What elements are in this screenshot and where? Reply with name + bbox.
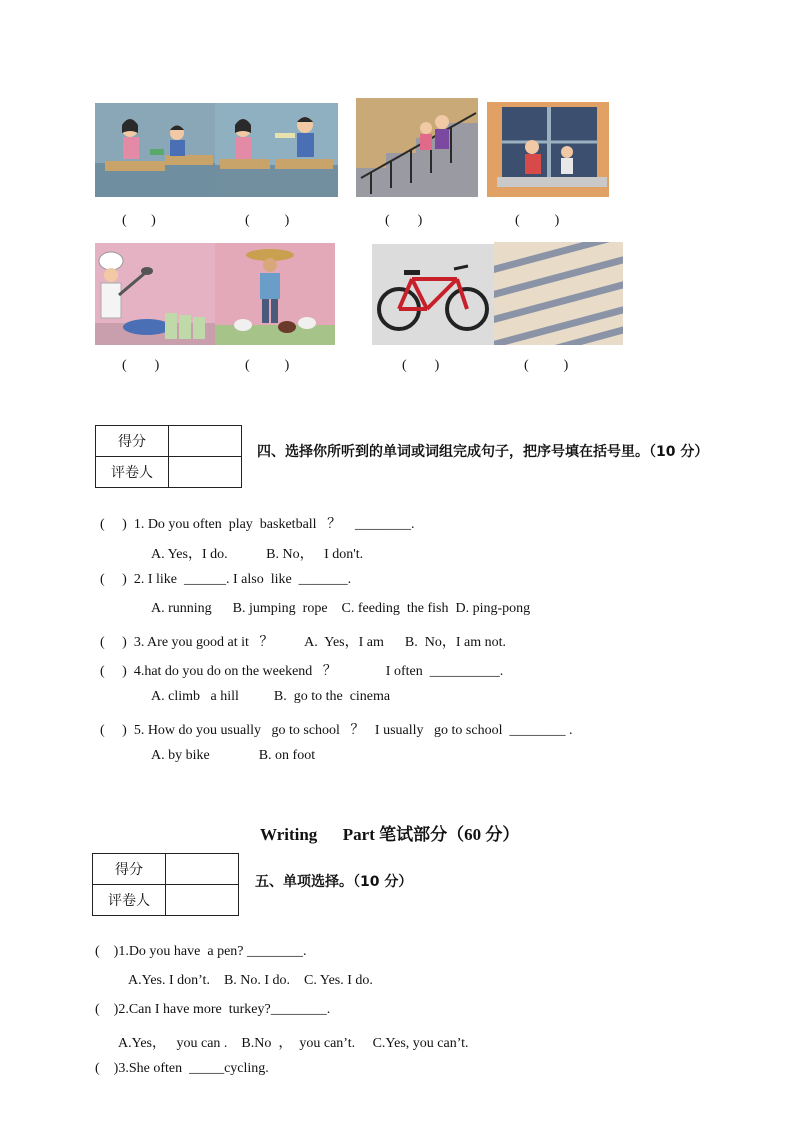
answer-paren-3[interactable]: ( ) xyxy=(385,213,423,228)
marker-label: 评卷人 xyxy=(96,457,169,488)
stairs-picture xyxy=(356,98,478,197)
s5-line-3: ( )2.Can I have more turkey?________. xyxy=(95,1002,331,1017)
answer-paren-6[interactable]: ( ) xyxy=(245,358,290,373)
s4-line-2: A. Yes，I do. B. No， I don't. xyxy=(151,547,364,562)
answer-paren-8[interactable]: ( ) xyxy=(524,358,569,373)
crosswalk-picture xyxy=(494,242,623,345)
section5-heading: 五、单项选择。（10 分） xyxy=(255,874,413,890)
answer-paren-7[interactable]: ( ) xyxy=(402,358,440,373)
s4-line-3: ( ) 2. I like ______. I also like _______. xyxy=(100,572,352,587)
window-picture xyxy=(487,102,609,197)
section4-heading: 四、选择你所听到的单词或词组完成句子，把序号填在括号里。（10 分） xyxy=(257,444,709,460)
s4-line-8: ( ) 5. How do you usually go to school ？ I usually go to school ________ . xyxy=(100,723,573,738)
s4-line-6: ( ) 4.hat do you do on the weekend ？ I often __________. xyxy=(100,664,504,679)
marker-field[interactable] xyxy=(166,885,239,916)
s4-line-4: A. running B. jumping rope C. feeding the fish D. ping-pong xyxy=(151,601,531,616)
bicycle-picture xyxy=(372,244,494,345)
score-box-section4 xyxy=(95,425,242,488)
score-field[interactable] xyxy=(169,426,242,457)
s4-line-1: ( ) 1. Do you often play basketball ？ ________. xyxy=(100,517,415,532)
s4-line-5: ( ) 3. Are you good at it ？ A. Yes，I am B. No，I am not. xyxy=(100,635,506,650)
s4-line-9: A. by bike B. on foot xyxy=(151,748,316,763)
score-label: 得分 xyxy=(96,426,169,457)
classroom-handing-picture xyxy=(215,103,338,197)
writing-part-title: Writing Part 笔试部分（60 分） xyxy=(260,825,520,844)
answer-paren-5[interactable]: ( ) xyxy=(122,358,160,373)
s5-line-5: ( )3.She often _____cycling. xyxy=(95,1061,269,1076)
score-box-section5 xyxy=(92,853,239,916)
farmer-chickens-picture xyxy=(215,243,335,345)
answer-paren-2[interactable]: ( ) xyxy=(245,213,290,228)
answer-paren-4[interactable]: ( ) xyxy=(515,213,560,228)
s4-line-7: A. climb a hill B. go to the cinema xyxy=(151,689,391,704)
s5-line-4: A.Yes， you can . B.No ， you can’t. C.Yes, you can’t. xyxy=(118,1036,469,1051)
s5-line-1: ( )1.Do you have a pen? ________. xyxy=(95,944,307,959)
marker-label: 评卷人 xyxy=(93,885,166,916)
answer-paren-1[interactable]: ( ) xyxy=(122,213,156,228)
classroom-exchange-picture xyxy=(95,103,215,197)
s5-line-2: A.Yes. I don’t. B. No. I do. C. Yes. I do. xyxy=(128,973,373,988)
cook-picture xyxy=(95,243,215,345)
score-label: 得分 xyxy=(93,854,166,885)
marker-field[interactable] xyxy=(169,457,242,488)
score-field[interactable] xyxy=(166,854,239,885)
